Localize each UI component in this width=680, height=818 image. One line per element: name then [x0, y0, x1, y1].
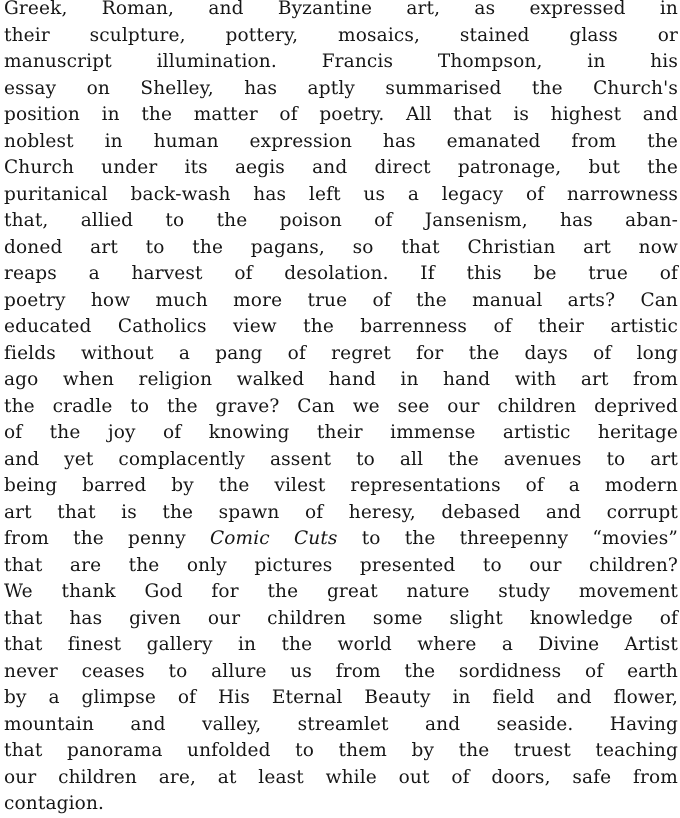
text-line-26: never ceases to allure us from the sordidness of earth: [4, 660, 678, 682]
text-line-24: that has given our children some slight knowledge of: [4, 607, 678, 629]
text-line-28: mountain and valley, streamlet and seaside. Having: [4, 713, 678, 735]
text-line-12: poetry how much more true of the manual arts? Can: [4, 289, 678, 311]
text-segment: to the threepenny “movies”: [337, 528, 678, 549]
text-line-5: position in the matter of poetry. All that is highest and: [4, 104, 678, 125]
text-line-31: contagion.: [4, 793, 105, 814]
text-line-16: the cradle to the grave? Can we see our children deprived: [4, 395, 678, 417]
text-line-8: puritanical back-wash has left us a legacy of narrowness: [4, 183, 678, 205]
text-line-20: art that is the spawn of heresy, debased and corrupt: [4, 501, 678, 523]
publication-title: Comic Cuts: [209, 528, 338, 549]
text-line-4: essay on Shelley, has aptly summarised the Church's: [4, 77, 678, 99]
text-line-7: Church under its aegis and direct patronage, but the: [4, 157, 678, 178]
text-line-10: doned art to the pagans, so that Christian art now: [4, 236, 678, 258]
text-line-15: ago when religion walked hand in hand with art from: [4, 369, 678, 390]
text-segment: from the penny: [4, 528, 210, 549]
text-line-9: that, allied to the poison of Jansenism, has aban-: [4, 210, 678, 231]
text-line-21: [4, 526, 678, 553]
text-line-13: educated Catholics view the barrenness of their artistic: [4, 316, 678, 337]
text-line-6: noblest in human expression has emanated from the: [4, 130, 678, 152]
text-line-14: fields without a pang of regret for the days of long: [4, 342, 678, 364]
text-line-11: reaps a harvest of desolation. If this be true of: [4, 263, 678, 284]
text-line-29: that panorama unfolded to them by the truest teaching: [4, 740, 678, 761]
text-line-18: and yet complacently assent to all the avenues to art: [4, 448, 678, 470]
text-line-17: of the joy of knowing their immense artistic heritage: [4, 422, 678, 443]
text-line-30: our children are, at least while out of doors, safe from: [4, 766, 678, 788]
text-line-23: We thank God for the great nature study movement: [4, 581, 678, 602]
text-line-27: by a glimpse of His Eternal Beauty in field and flower,: [4, 687, 678, 708]
text-line-1: Greek, Roman, and Byzantine art, as expressed in: [4, 0, 678, 19]
body-text: [4, 0, 678, 818]
text-line-3: manuscript illumination. Francis Thompson, in his: [4, 51, 678, 72]
text-line-22: that are the only pictures presented to our children?: [4, 554, 678, 576]
text-line-2: their sculpture, pottery, mosaics, stained glass or: [4, 24, 678, 46]
text-line-25: that finest gallery in the world where a Divine Artist: [4, 634, 678, 655]
text-line-19: being barred by the vilest representations of a modern: [4, 475, 678, 496]
